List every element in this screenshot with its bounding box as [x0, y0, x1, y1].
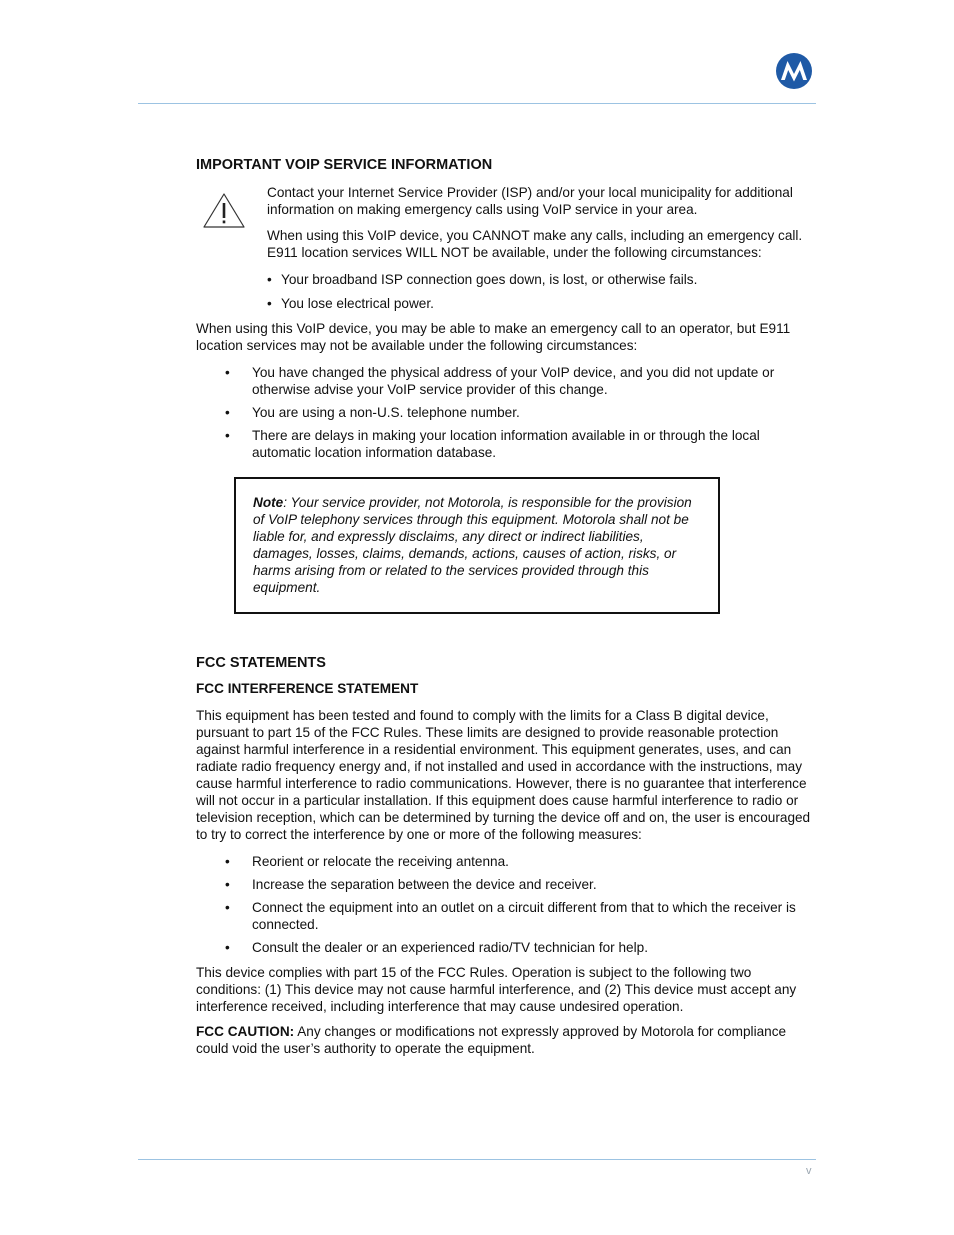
list-item: • Reorient or relocate the receiving antenna. [196, 853, 816, 870]
fcc-compliance-paragraph: This device complies with part 15 of the FCC Rules. Operation is subject to the following two conditions: (1) This device may not cause harmful interference, and (2) This device must accept any interference received, including interference that may cause undesired operation. [196, 965, 797, 1014]
page-number: v [806, 1165, 812, 1177]
list-item: • You lose electrical power. [267, 295, 816, 312]
fcc-caution-text: Any changes or modifications not expressly approved by Motorola for compliance could void the user’s authority to operate the equipment. [196, 1024, 787, 1056]
list-item: • Connect the equipment into an outlet on a circuit different from that to which the receiver is connected. [196, 899, 816, 933]
fcc-caution-paragraph [196, 1023, 816, 1057]
voip-bullet-list [196, 364, 816, 461]
motorola-logo-icon [776, 53, 812, 89]
footer-rule [138, 1159, 816, 1160]
warning-paragraph: When using this VoIP device, you CANNOT make any calls, including an emergency call. E911 location services WILL NOT be available, under the following circumstances: [267, 228, 803, 260]
header-rule [138, 103, 816, 104]
warning-triangle-icon [202, 192, 246, 230]
list-item: • Consult the dealer or an experienced radio/TV technician for help. [196, 939, 816, 956]
note-label: Note [253, 495, 284, 510]
page-content [196, 156, 816, 1057]
fcc-paragraph: This equipment has been tested and found to comply with the limits for a Class B digital device, pursuant to part 15 of the FCC Rules. These limits are designed to provide reasonable protection against harmful interference in a residential environment. This equipment generates, uses, and can radiate radio frequency energy and, if not installed and used in accordance with the instructions, may cause harmful interference to radio communications. However, there is no guarantee that interference will not occur in a particular installation. If this equipment does cause harmful interference to radio or television reception, which can be determined by turning the device off and on, the user is encouraged to try to correct the interference by one or more of the following measures: [196, 708, 811, 842]
list-item: • You are using a non-U.S. telephone number. [196, 404, 816, 421]
warning-block [196, 184, 816, 312]
list-item: • There are delays in making your location information available in or through the local automatic location information database. [196, 427, 816, 461]
fcc-caution-label: FCC CAUTION: [196, 1024, 295, 1039]
warning-bullet-list [267, 271, 816, 312]
warning-paragraph: Contact your Internet Service Provider (ISP) and/or your local municipality for additional information on making emergency calls using VoIP service in your area. [267, 185, 793, 217]
list-item: • Your broadband ISP connection goes down, is lost, or otherwise fails. [267, 271, 816, 288]
list-item: • Increase the separation between the device and receiver. [196, 876, 816, 893]
list-item: • You have changed the physical address of your VoIP device, and you did not update or otherwise advise your VoIP service provider of this change. [196, 364, 816, 398]
voip-paragraph: When using this VoIP device, you may be able to make an emergency call to an operator, but E911 location services may not be available under the following circumstances: [196, 321, 791, 353]
fcc-subsection-title: FCC INTERFERENCE STATEMENT [196, 681, 419, 696]
voip-section-title: IMPORTANT VOIP SERVICE INFORMATION [196, 157, 493, 173]
note-text: : Your service provider, not Motorola, is responsible for the provision of VoIP telephony services through this equipment. Motorola shall not be liable for, and expressly disclaims, any direct or indirect liabilities, damages, losses, claims, demands, actions, causes of action, risks, or harms arising from or related to the services provided through this equipment. [253, 495, 692, 595]
note-box [234, 477, 720, 614]
fcc-section-title: FCC STATEMENTS [196, 655, 326, 671]
fcc-bullet-list [196, 853, 816, 956]
